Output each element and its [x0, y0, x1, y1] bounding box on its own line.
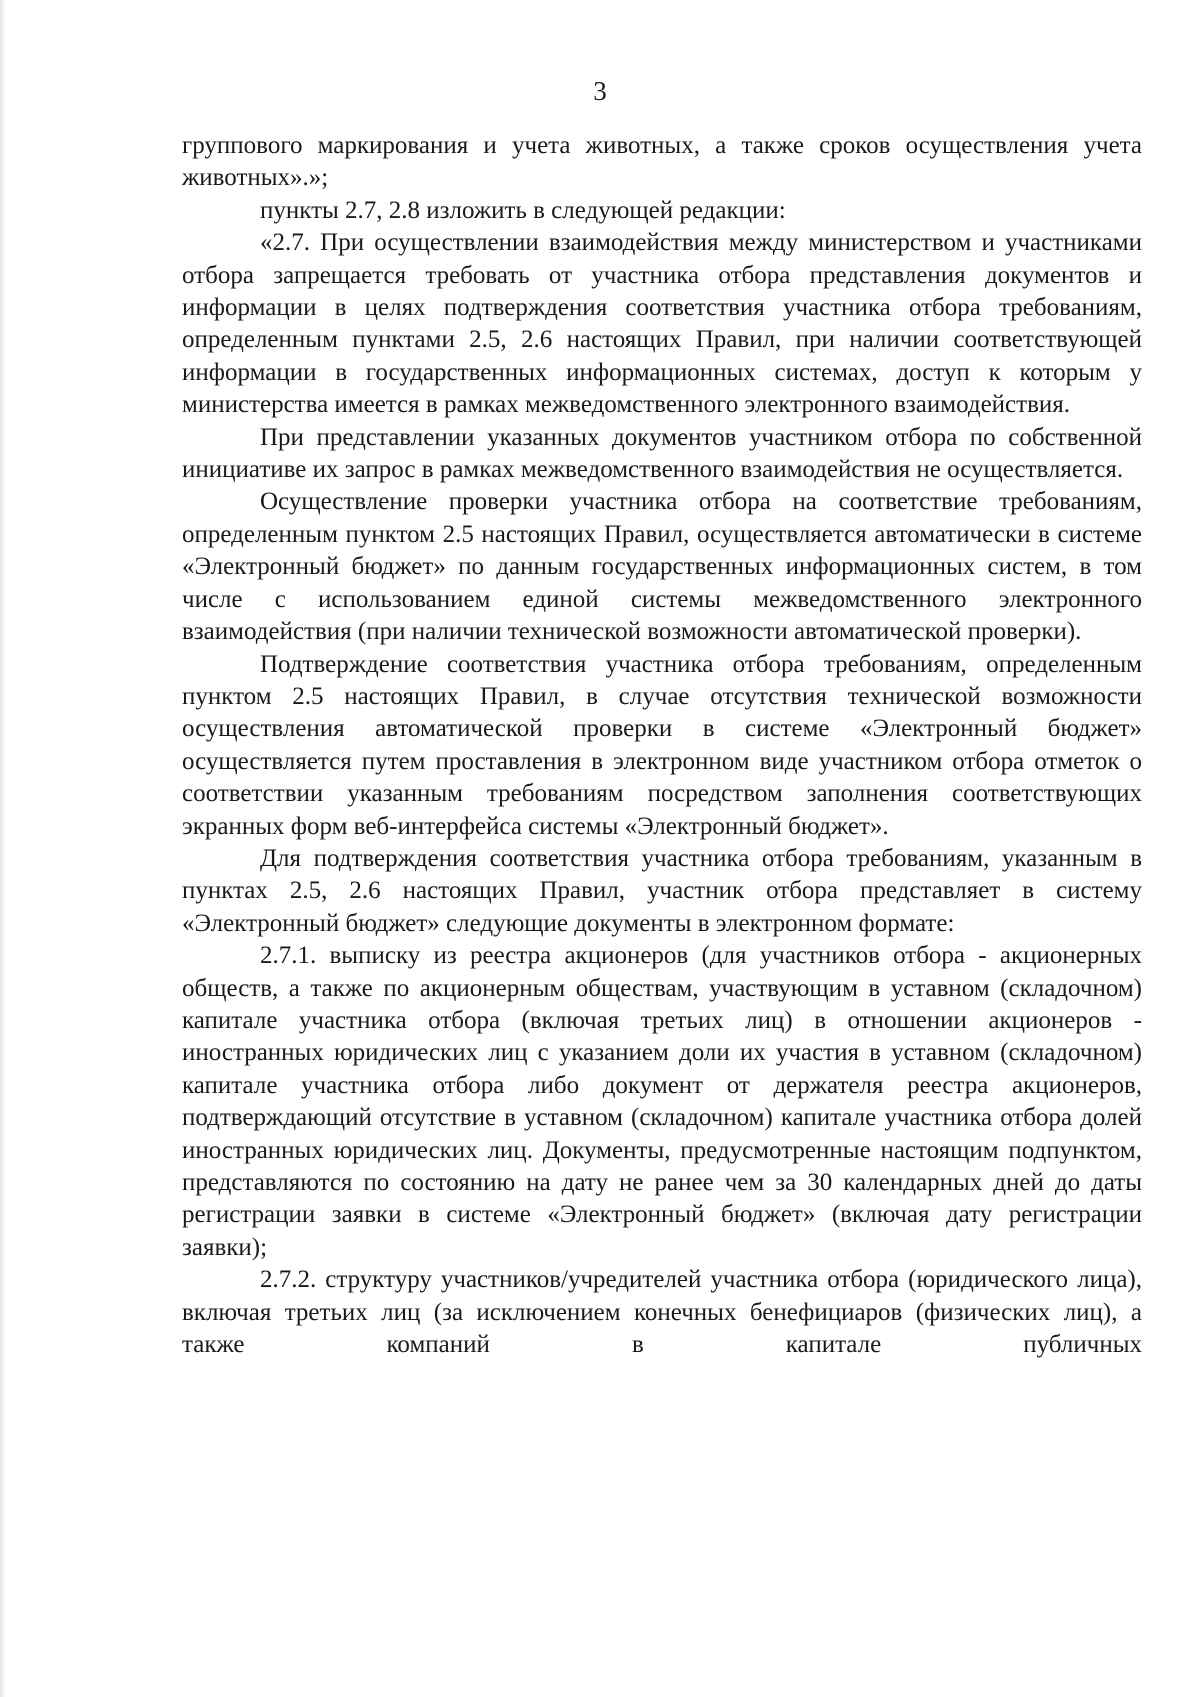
paragraph-automatic-check: Осуществление проверки участника отбора на соответствие требованиям, определенным пунктом 2.5 настоящих Правил, осуществляется автоматически в системе «Электронный бюджет» по данным государственных информационных систем, в том числе с использованием единой системы межведомственного электронного взаимодействия (при наличии технической возможности автоматической проверки).: [182, 488, 1142, 646]
paragraph-confirmation: Подтверждение соответствия участника отбора требованиям, определенным пунктом 2.5 настоящих Правил, в случае отсутствия технической возможности осуществления автоматической проверки в системе «Электронный бюджет» осуществляется путем проставления в электронном виде участником отбора отметок о соответствии указанным требованиям посредством заполнения соответствующих экранных форм веб-интерфейса системы «Электронный бюджет».: [182, 650, 1142, 840]
scan-edge-shadow: [0, 0, 6, 1697]
page-number: 3: [593, 76, 607, 106]
paragraph-amendment-intro: пункты 2.7, 2.8 изложить в следующей редакции:: [260, 196, 786, 224]
paragraph-continuation: группового маркирования и учета животных, а также сроков осуществления учета животных».»;: [182, 132, 1142, 192]
paragraph-own-initiative: При представлении указанных документов участником отбора по собственной инициативе их запрос в рамках межведомственного взаимодействия не осуществляется.: [182, 423, 1142, 484]
paragraph-clause-2-7: «2.7. При осуществлении взаимодействия между министерством и участниками отбора запрещается требовать от участника отбора представления документов и информации в целях подтверждения соответствия участника отбора требованиям, определенным пунктами 2.5, 2.6 настоящих Правил, при наличии соответствующей информации в государственных информационных системах, доступ к которым у министерства имеется в рамках межведомственного электронного взаимодействия.: [182, 229, 1142, 419]
paragraph-clause-2-7-2: 2.7.2. структуру участников/учредителей участника отбора (юридического лица), включая третьих лиц (за исключением конечных бенефициаров (физических лиц), а также компаний в капитале публичных: [182, 1266, 1142, 1359]
document-body: [182, 130, 1142, 1361]
paragraph-documents-list-intro: Для подтверждения соответствия участника отбора требованиям, указанным в пунктах 2.5, 2.6 настоящих Правил, участник отбора представляет в систему «Электронный бюджет» следующие документы в электронном формате:: [182, 844, 1142, 937]
paragraph-clause-2-7-1: 2.7.1. выписку из реестра акционеров (для участников отбора - акционерных обществ, а также по акционерным обществам, участвующим в уставном (складочном) капитале участника отбора (включая третьих лиц) в отношении акционеров - иностранных юридических лиц с указанием доли их участия в уставном (складочном) капитале участника отбора либо документ от держателя реестра акционеров, подтверждающий отсутствие в уставном (складочном) капитале участника отбора долей иностранных юридических лиц. Документы, предусмотренные настоящим подпунктом, представляются по состоянию на дату не ранее чем за 30 календарных дней до даты регистрации заявки в системе «Электронный бюджет» (включая дату регистрации заявки);: [182, 942, 1142, 1261]
